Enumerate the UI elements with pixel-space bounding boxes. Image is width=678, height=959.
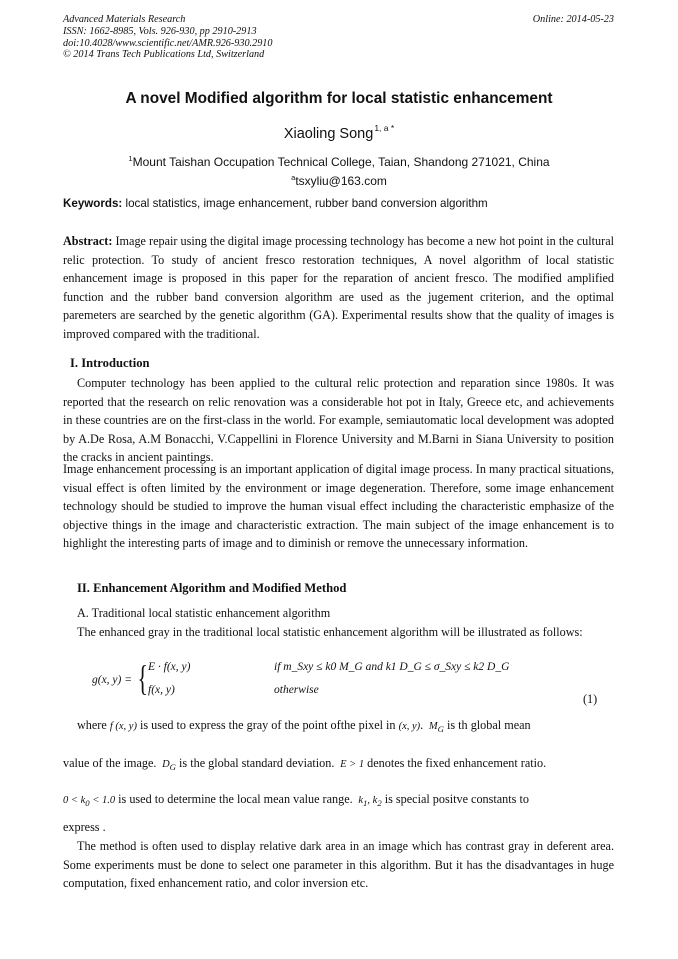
equation-number: (1)	[583, 692, 598, 706]
affiliation-text: Mount Taishan Occupation Technical College, Taian, Shandong 271021, China	[132, 155, 550, 169]
equation-row-1-expr: E · f(x, y)	[148, 661, 191, 673]
where-text-6: is used to determine the local mean value range.	[118, 792, 353, 806]
affiliation-line	[0, 151, 678, 170]
affiliation-block	[0, 151, 678, 189]
equation-intro: The enhanced gray in the traditional local statistic enhancement algorithm will be illustrated as follows:	[77, 625, 583, 639]
author-line	[0, 123, 678, 142]
email-sup: a	[291, 173, 296, 182]
journal-name: Advanced Materials Research	[63, 14, 186, 25]
paper-title: A novel Modified algorithm for local statistic enhancement	[125, 90, 553, 107]
equation-row-2-expr: f(x, y)	[148, 684, 175, 696]
author-name: Xiaoling Song	[283, 126, 374, 142]
math-mg: $M_G$	[426, 721, 444, 735]
subsection-a-heading: A. Traditional local statistic enhancement algorithm	[77, 606, 331, 620]
math-k0-range: $0 < k_0 < 1.0$	[63, 795, 116, 809]
author-sup: 1, a *	[374, 123, 395, 133]
keywords-line	[63, 197, 623, 210]
section-heading-method: II. Enhancement Algorithm and Modified Method	[77, 581, 347, 595]
where-word: where	[77, 718, 107, 732]
where-text-7: is special positve constants to	[384, 792, 529, 806]
where-text-1: is used to express the gray of the point ofthe pixel in	[139, 718, 396, 732]
keywords-label: Keywords:	[63, 197, 123, 210]
method-paragraph: The method is often used to display relative dark area in an image which has contrast gray in deferent area. Some experiments must be done to select one parameter in this algorithm. But it has the disadvantages in huge computation, fixed enhancement ratio, and color inversion etc.	[63, 839, 614, 891]
intro-paragraph-1: Computer technology has been applied to the cultural relic protection and reparation since 1980s. It was reported that the research on relic renovation was a considerable hot pot in Italy, Greece etc, and achievements in these countries are on the first-class in the world. For example, semiautomatic local development was adopted by A.De Rosa, A.M Bonacchi, V.Cappellini in Florence University and M.Barni in Siana University to position the cracks in ancient paintings.	[63, 376, 614, 465]
where-line-2	[63, 754, 614, 777]
abstract-text: Image repair using the digital image processing technology has become a new hot point in the cultural relic protection. To study of ancient fresco restoration techniques, A novel algorithm of local statistic enhancement image is proposed in this paper for the reparation of ancient fresco. The modified amplified function and the rubber band conversion algorithm are used as the jugement criterion, and the optimal paremeters are searched by the genetic algorithm (GA). Experimental results show that the quality of images is improved compared with the traditional.	[63, 234, 614, 341]
email-line	[0, 170, 678, 189]
where-line-1: where f (x, y) is used to express the gray of the point ofthe pixel in (x, y). $M_G$ is th global mean	[77, 718, 531, 735]
equation-row-2	[148, 684, 319, 696]
equation-row-1-condition: if m_Sxy ≤ k0 M_G and k1 D_G ≤ σ_Sxy ≤ k2 D_G	[274, 661, 510, 673]
journal-header	[63, 14, 272, 61]
where-text-4: is the global standard deviation.	[179, 756, 335, 770]
where-text-3: value of the image.	[63, 756, 157, 770]
copyright-line: © 2014 Trans Tech Publications Ltd, Switzerland	[63, 49, 265, 61]
equation-brace: {	[137, 658, 148, 698]
doi-line: doi:10.4028/www.scientific.net/AMR.926-930.2910	[63, 37, 273, 49]
affiliation-sup: 1	[128, 154, 133, 163]
where-text-5: denotes the fixed enhancement ratio.	[367, 756, 547, 770]
online-date: Online: 2014-05-23	[532, 14, 614, 25]
math-fxy: f (x, y)	[109, 721, 137, 732]
equation-lhs: g(x, y) =	[92, 674, 133, 686]
math-e-gt-1: E > 1	[337, 759, 365, 770]
math-xy: (x, y)	[398, 721, 421, 732]
equation-row-2-condition: otherwise	[274, 684, 319, 696]
abstract-paragraph	[63, 232, 614, 344]
math-k1-k2: $k_1$, $k_2$	[355, 795, 382, 809]
equation-row-1	[148, 661, 510, 673]
where-line-3	[63, 790, 614, 813]
intro-paragraph-2: Image enhancement processing is an important application of digital image process. In many practical situations, visual effect is often limited by the environment or image degeneration. Therefore, some image enhancement technology should be studied to improve the human visual effect including the characteristic emphasize of the objective things in the image and characteristic extraction. The main subject of the image enhancement is to highlight the interesting parts of image and to diminish or remove the unnecessary information.	[63, 462, 614, 551]
where-line-4: express .	[63, 820, 106, 834]
issn-line: ISSN: 1662-8985, Vols. 926-930, pp 2910-2913	[63, 25, 257, 37]
keywords-text: local statistics, image enhancement, rubber band conversion algorithm	[125, 197, 488, 210]
math-dg: $D_G$	[159, 759, 176, 773]
section-heading-introduction: I. Introduction	[70, 356, 150, 370]
abstract-label: Abstract:	[63, 234, 113, 248]
author-email: tsxyliu@163.com	[295, 174, 387, 188]
where-text-2: is th global mean	[447, 718, 531, 732]
equation-1	[92, 660, 622, 704]
